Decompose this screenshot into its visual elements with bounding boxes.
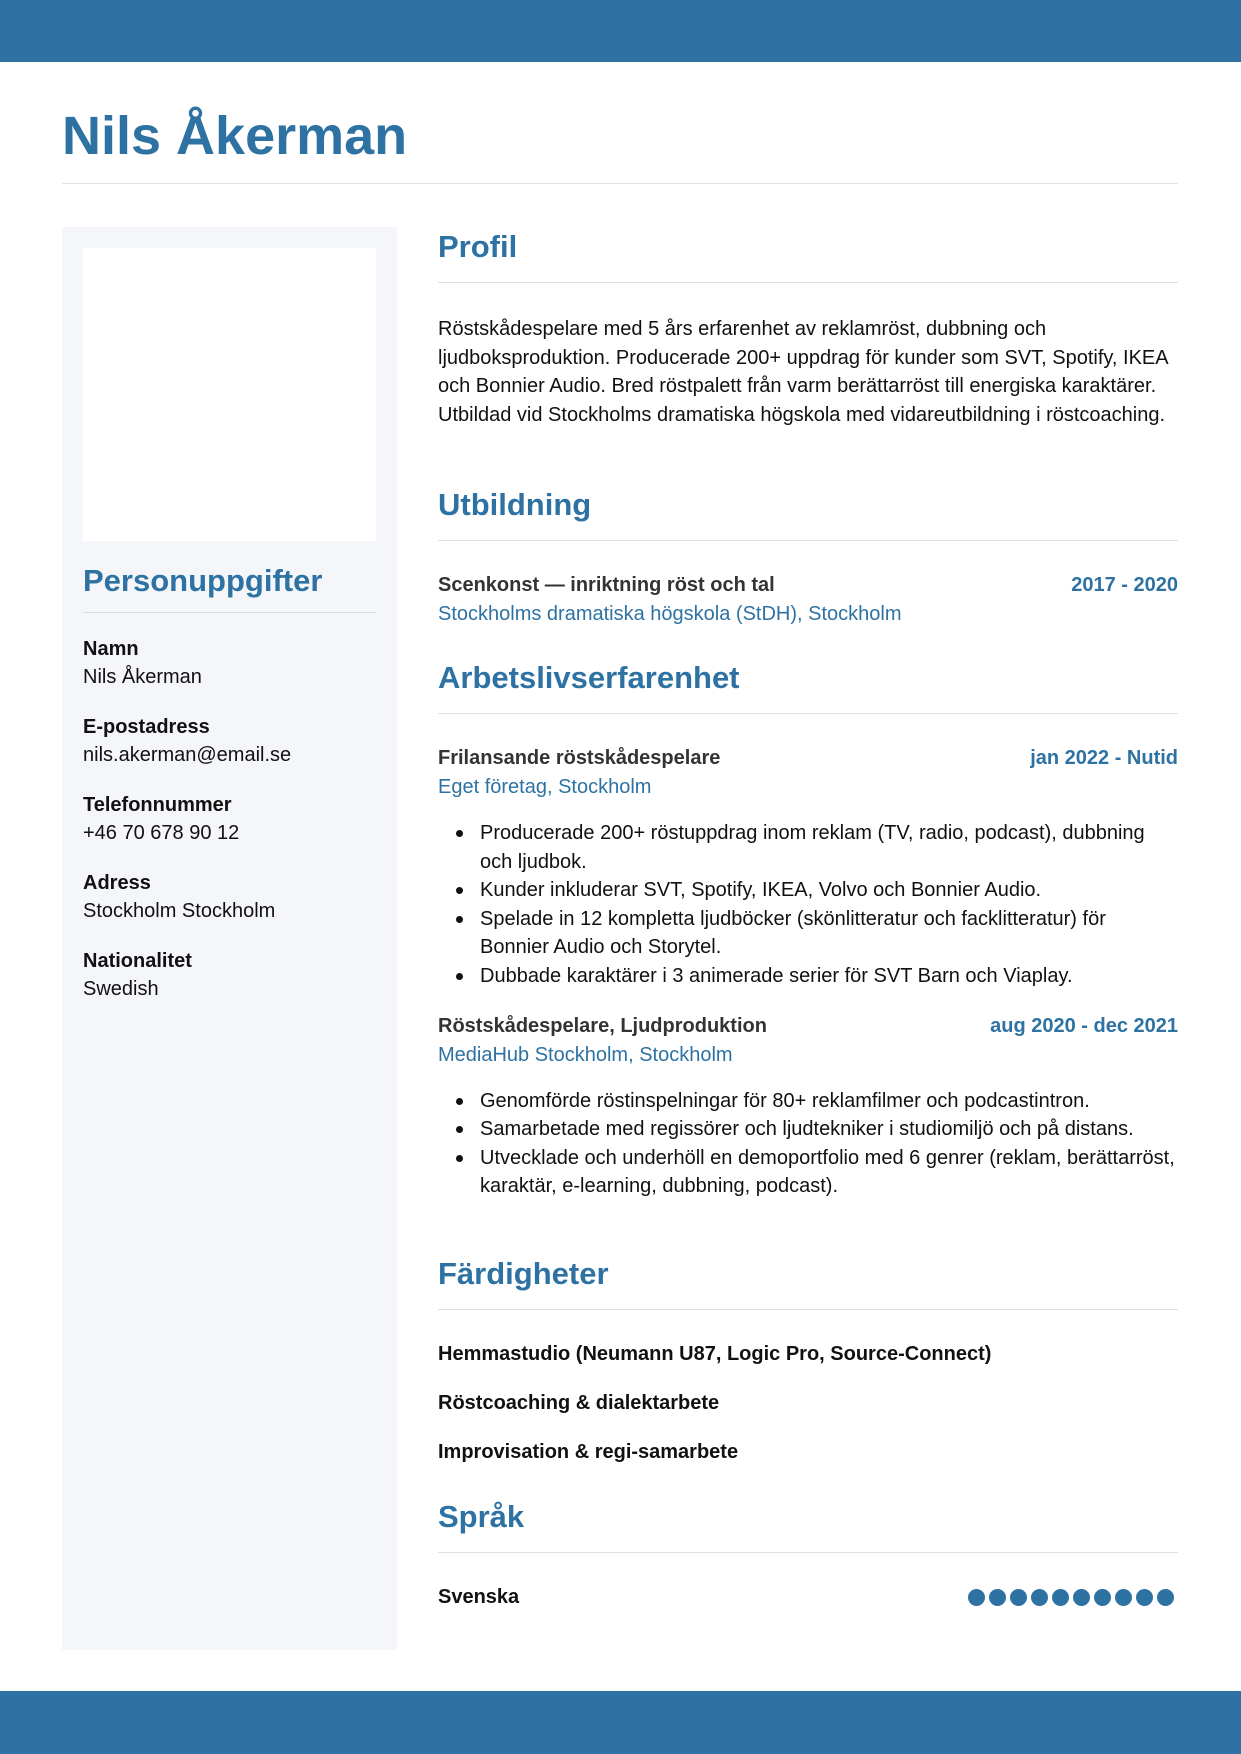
level-dot xyxy=(1157,1589,1174,1606)
bullet-item: Dubbade karaktärer i 3 animerade serier för SVT Barn och Viaplay. xyxy=(480,962,1178,991)
section-languages xyxy=(438,1497,1178,1611)
skill-item: Röstcoaching & dialektarbete xyxy=(438,1392,720,1414)
bullet-item: Producerade 200+ röstuppdrag inom reklam (TV, radio, podcast), dubbning och ljudbok. xyxy=(480,819,1178,876)
section-title: Profil xyxy=(438,229,518,264)
sidebar xyxy=(62,227,397,1650)
profile-photo-placeholder xyxy=(83,248,376,541)
field-value: Stockholm Stockholm xyxy=(83,900,276,922)
bullet-item: Samarbetade med regissörer och ljudtekniker i studiomiljö och på distans. xyxy=(480,1115,1178,1144)
field-email xyxy=(83,713,376,769)
skill-item: Improvisation & regi-samarbete xyxy=(438,1441,739,1463)
bullet-item: Genomförde röstinspelningar för 80+ reklamfilmer och podcastintron. xyxy=(480,1087,1178,1116)
entry-institution: Stockholms dramatiska högskola (StDH), Stockholm xyxy=(438,603,902,625)
field-nationality xyxy=(83,947,376,1003)
section-title: Utbildning xyxy=(438,487,592,522)
entry-date: aug 2020 - dec 2021 xyxy=(990,1014,1178,1037)
section-profile xyxy=(438,227,1178,429)
field-label: Nationalitet xyxy=(83,950,192,972)
experience-entry xyxy=(438,1012,1178,1201)
bullet-item: Spelade in 12 kompletta ljudböcker (skönlitteratur och facklitteratur) för Bonnier Audio och Storytel. xyxy=(480,905,1178,962)
field-value: +46 70 678 90 12 xyxy=(83,822,240,844)
education-entry xyxy=(438,571,1178,629)
section-experience xyxy=(438,658,1178,1201)
sidebar-divider xyxy=(83,612,376,613)
level-dot xyxy=(1073,1589,1090,1606)
section-divider xyxy=(438,282,1178,283)
entry-date: jan 2022 - Nutid xyxy=(1030,747,1178,769)
candidate-name: Nils Åkerman xyxy=(62,106,408,166)
bullet-item: Kunder inkluderar SVT, Spotify, IKEA, Volvo och Bonnier Audio. xyxy=(480,876,1178,905)
bullet-list xyxy=(438,1087,1178,1201)
skills-list xyxy=(438,1340,1178,1466)
entry-title: Frilansande röstskådespelare xyxy=(438,747,721,769)
entry-date: 2017 - 2020 xyxy=(1071,574,1178,596)
level-dot xyxy=(968,1589,985,1606)
level-dot xyxy=(1136,1589,1153,1606)
section-divider xyxy=(438,713,1178,714)
field-label: Telefonnummer xyxy=(83,794,232,816)
experience-entry xyxy=(438,744,1178,991)
level-dot xyxy=(1094,1589,1111,1606)
entry-employer: Eget företag, Stockholm xyxy=(438,776,652,798)
section-title: Språk xyxy=(438,1499,525,1534)
level-dot xyxy=(1115,1589,1132,1606)
section-skills xyxy=(438,1254,1178,1487)
field-value: nils.akerman@email.se xyxy=(83,744,292,766)
entry-title: Scenkonst — inriktning röst och tal xyxy=(438,574,775,596)
field-phone xyxy=(83,791,376,847)
personal-details xyxy=(83,635,376,1025)
footer-bar xyxy=(0,1691,1241,1754)
field-name xyxy=(83,635,376,691)
section-divider xyxy=(438,1309,1178,1310)
skill-item: Hemmastudio (Neumann U87, Logic Pro, Source-Connect) xyxy=(438,1343,992,1365)
level-dot xyxy=(989,1589,1006,1606)
section-education xyxy=(438,485,1178,629)
entry-title: Röstskådespelare, Ljudproduktion xyxy=(438,1014,767,1037)
level-dot xyxy=(1010,1589,1027,1606)
header-bar xyxy=(0,0,1241,62)
field-label: Adress xyxy=(83,872,151,894)
language-name: Svenska xyxy=(438,1586,520,1608)
name-divider xyxy=(62,183,1178,184)
language-level-dots xyxy=(968,1589,1178,1606)
bullet-list xyxy=(438,819,1178,991)
section-divider xyxy=(438,540,1178,541)
section-title: Arbetslivserfarenhet xyxy=(438,660,740,695)
field-value: Swedish xyxy=(83,978,159,1000)
section-divider xyxy=(438,1552,1178,1553)
language-row xyxy=(438,1583,1178,1611)
section-title: Färdigheter xyxy=(438,1256,609,1291)
field-label: Namn xyxy=(83,638,139,660)
field-value: Nils Åkerman xyxy=(83,666,202,688)
sidebar-title: Personuppgifter xyxy=(83,563,323,598)
field-label: E-postadress xyxy=(83,716,210,738)
profile-text: Röstskådespelare med 5 års erfarenhet av reklamröst, dubbning och ljudboksproduktion. Producerade 200+ uppdrag för kunder som SVT, Spotify, IKEA och Bonnier Audio. Bred röstpalett från varm berättarröst till energiska karaktärer. Utbildad vid Stockholms dramatiska högskola med vidareutbildning i röstcoaching. xyxy=(438,318,1168,426)
entry-employer: MediaHub Stockholm, Stockholm xyxy=(438,1043,733,1066)
level-dot xyxy=(1052,1589,1069,1606)
bullet-item: Utvecklade och underhöll en demoportfolio med 6 genrer (reklam, berättarröst, karaktär, e-learning, dubbning, podcast). xyxy=(480,1144,1178,1201)
field-address xyxy=(83,869,376,925)
level-dot xyxy=(1031,1589,1048,1606)
